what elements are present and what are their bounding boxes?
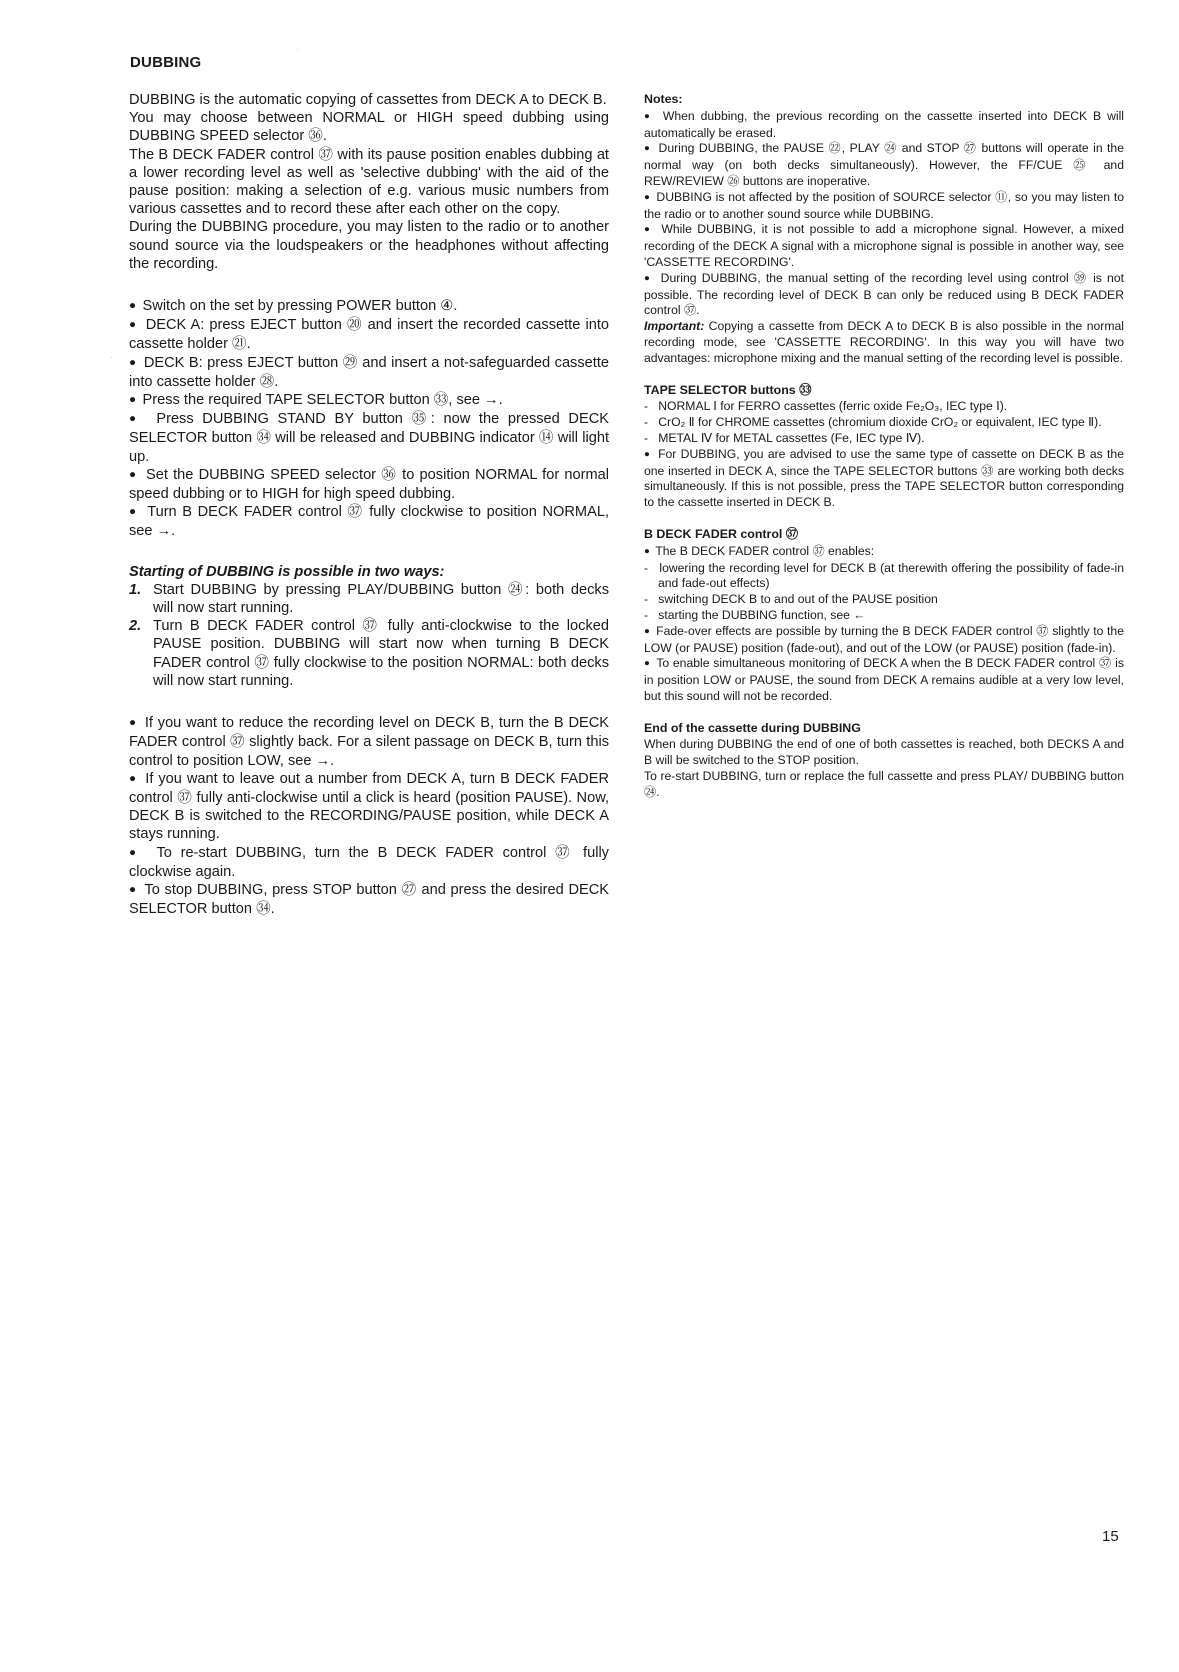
left-column xyxy=(129,91,609,918)
important-label: Important: xyxy=(644,319,705,334)
end-of-cassette-text: To re-start DUBBING, turn or replace the full cassette and press PLAY/ DUBBING button ㉔. xyxy=(644,769,1124,799)
important-text: Copying a cassette from DECK A to DECK B is also possible in the normal recording mode, see 'CASSETTE RECORDING'. In this way you will have two advantages: microphone mixing and the manual setting of the recording level is possible. xyxy=(644,319,1124,365)
scan-speck: · xyxy=(296,44,300,55)
way-number: 2. xyxy=(129,618,142,635)
fader-function-item: - starting the DUBBING function, see ← xyxy=(644,608,1124,624)
tape-selector-heading: TAPE SELECTOR buttons ㉝ xyxy=(644,382,812,397)
end-of-cassette-text: When during DUBBING the end of one of both cassettes is reached, both DECKS A and B will be switched to the STOP position. xyxy=(644,737,1124,768)
fader-heading: B DECK FADER control ㊲ xyxy=(644,526,799,541)
intro-paragraph: DUBBING is the automatic copying of cassettes from DECK A to DECK B. xyxy=(129,92,607,108)
way-text: Start DUBBING by pressing PLAY/DUBBING button ㉔: both decks will now start running. xyxy=(153,581,609,617)
tip-item: ● If you want to reduce the recording level on DECK B, turn the B DECK FADER control ㊲ slightly back. For a silent passage on DECK B, turn this control to position LOW, see →. xyxy=(129,714,609,770)
important-note xyxy=(644,319,1124,366)
way-item xyxy=(129,581,609,617)
tip-item: ● If you want to leave out a number from DECK A, turn B DECK FADER control ㊲ fully anti-clockwise until a click is heard (position PAUSE). Now, DECK B is switched to the RECORDING/PAUSE position, while DECK A stays running. xyxy=(129,770,609,844)
step-item: ● Press DUBBING STAND BY button ㉟: now the pressed DECK SELECTOR button ㉞ will be released and DUBBING indicator ⑭ will light up. xyxy=(129,410,609,466)
way-number: 1. xyxy=(129,581,142,598)
page-title: DUBBING xyxy=(130,54,202,71)
fader-function-item: - switching DECK B to and out of the PAUSE position xyxy=(644,592,1124,608)
tape-note: ● For DUBBING, you are advised to use the same type of cassette on DECK B as the one inserted in DECK A, since the TAPE SELECTOR buttons ㉝ are working both decks simultaneously. If this is not possible, press the TAPE SELECTOR button corresponding to the cassette inserted in DECK B. xyxy=(644,447,1124,511)
note-item: ● While DUBBING, it is not possible to add a microphone signal. However, a mixed recording of the DECK A signal with a microphone signal is possible in another way, see 'CASSETTE RECORDING'. xyxy=(644,222,1124,270)
note-item: ● When dubbing, the previous recording on the cassette inserted into DECK B will automatically be erased. xyxy=(644,109,1124,142)
tape-type-item: - METAL Ⅳ for METAL cassettes (Fe, IEC type Ⅳ). xyxy=(644,431,1124,447)
intro-paragraph: You may choose between NORMAL or HIGH speed dubbing using DUBBING SPEED selector ㊱. xyxy=(129,110,609,145)
tip-item: ● To re-start DUBBING, turn the B DECK FADER control ㊲ fully clockwise again. xyxy=(129,844,609,881)
step-item: ● Turn B DECK FADER control ㊲ fully clockwise to position NORMAL, see →. xyxy=(129,503,609,540)
tape-type-item: - NORMAL Ⅰ for FERRO cassettes (ferric oxide Fe₂O₃, IEC type Ⅰ). xyxy=(644,399,1124,415)
way-text: Turn B DECK FADER control ㊲ fully anti-clockwise to the locked PAUSE position. DUBBING will start now when turning B DECK FADER control ㊲ fully clockwise to the position NORMAL: both decks will now start running. xyxy=(153,618,609,689)
step-item: ● DECK B: press EJECT button ㉙ and insert a not-safeguarded cassette into cassette holder ㉘. xyxy=(129,354,609,391)
step-item: ● Set the DUBBING SPEED selector ㊱ to position NORMAL for normal speed dubbing or to HIGH for high speed dubbing. xyxy=(129,466,609,503)
way-item xyxy=(129,617,609,690)
right-column xyxy=(644,92,1124,801)
step-item: ● Press the required TAPE SELECTOR button ㉝, see →. xyxy=(129,391,609,410)
page-number: 15 xyxy=(1102,1528,1119,1545)
notes-heading: Notes: xyxy=(644,92,683,106)
fader-function-item: - lowering the recording level for DECK B (at therewith offering the possibility of fade-in and fade-out effects) xyxy=(644,561,1124,593)
intro-paragraph: The B DECK FADER control ㊲ with its pause position enables dubbing at a lower recording level as well as 'selective dubbing' with the aid of the pause position: making a selection of e.g. various music numbers from various cassettes and to record these after each other on the copy. xyxy=(129,146,609,218)
scan-speck: · xyxy=(110,352,114,363)
note-item: ● During DUBBING, the manual setting of the recording level using control ㊴ is not possible. The recording level of DECK B can only be reduced using B DECK FADER control ㊲. xyxy=(644,271,1124,319)
tip-item: ● To stop DUBBING, press STOP button ㉗ and press the desired DECK SELECTOR button ㉞. xyxy=(129,881,609,918)
step-item: ● DECK A: press EJECT button ⑳ and insert the recorded cassette into cassette holder ㉑. xyxy=(129,316,609,353)
tape-type-item: - CrO₂ Ⅱ for CHROME cassettes (chromium dioxide CrO₂ or equivalent, IEC type Ⅱ). xyxy=(644,415,1124,431)
fader-intro: ● The B DECK FADER control ㊲ enables: xyxy=(644,544,1124,561)
note-item: ● DUBBING is not affected by the position of SOURCE selector ⑪, so you may listen to the radio or to another sound source while DUBBING. xyxy=(644,190,1124,223)
note-item: ● During DUBBING, the PAUSE ㉒, PLAY ㉔ and STOP ㉗ buttons will operate in the normal way (on both decks simultaneously). However, the FF/CUE ㉕ and REW/REVIEW ㉖ buttons are inoperative. xyxy=(644,141,1124,189)
step-item: ● Switch on the set by pressing POWER button ④. xyxy=(129,297,609,316)
fader-note: ● To enable simultaneous monitoring of DECK A when the B DECK FADER control ㊲ is in position LOW or PAUSE, the sound from DECK A remains audible at a very low level, but this sound will not be recorded. xyxy=(644,656,1124,704)
ways-heading: Starting of DUBBING is possible in two ways: xyxy=(129,563,445,580)
end-of-cassette-heading: End of the cassette during DUBBING xyxy=(644,720,861,735)
fader-note: ● Fade-over effects are possible by turning the B DECK FADER control ㊲ slightly to the LOW (or PAUSE) position (fade-out), and out of the LOW (or PAUSE) position (fade-in). xyxy=(644,624,1124,657)
intro-paragraph: During the DUBBING procedure, you may listen to the radio or to another sound source via the loudspeakers or the headphones without affecting the recording. xyxy=(129,219,609,272)
